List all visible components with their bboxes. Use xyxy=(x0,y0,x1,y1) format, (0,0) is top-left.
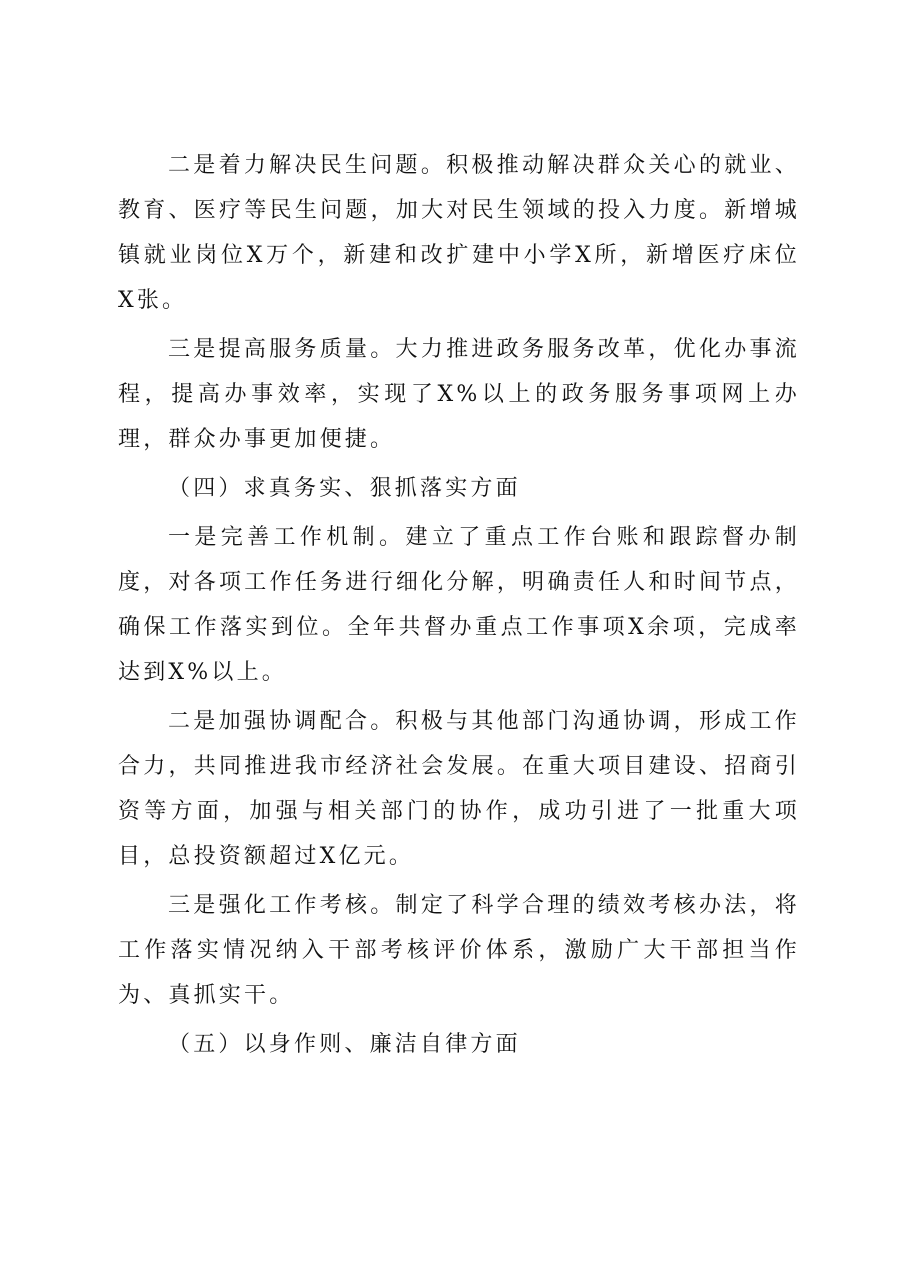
section-heading-4: （四）求真务实、狠抓落实方面 xyxy=(168,476,521,501)
paragraph-work-mechanism: 一是完善工作机制。建立了重点工作台账和跟踪督办制度，对各项工作任务进行细化分解，明确责任人和时间节点，确保工作落实到位。全年共督办重点工作事项X余项，完成率达到X%以上。 xyxy=(118,525,800,685)
paragraph-livelihood: 二是着力解决民生问题。积极推动解决群众关心的就业、教育、医疗等民生问题，加大对民生领域的投入力度。新增城镇就业岗位X万个，新建和改扩建中小学X所，新增医疗床位X张。 xyxy=(118,153,800,313)
paragraph-coordination: 二是加强协调配合。积极与其他部门沟通协调，形成工作合力，共同推进我市经济社会发展。在重大项目建设、招商引资等方面，加强与相关部门的协作，成功引进了一批重大项目，总投资额超过X亿元。 xyxy=(118,709,800,869)
paragraph-service-quality: 三是提高服务质量。大力推进政务服务改革，优化办事流程，提高办事效率，实现了X%以上的政务服务事项网上办理，群众办事更加便捷。 xyxy=(118,337,800,452)
document-body xyxy=(118,143,800,1067)
section-heading-5: （五）以身作则、廉洁自律方面 xyxy=(168,1032,521,1057)
paragraph-assessment: 三是强化工作考核。制定了科学合理的绩效考核办法，将工作落实情况纳入干部考核评价体系，激励广大干部担当作为、真抓实干。 xyxy=(118,893,800,1008)
